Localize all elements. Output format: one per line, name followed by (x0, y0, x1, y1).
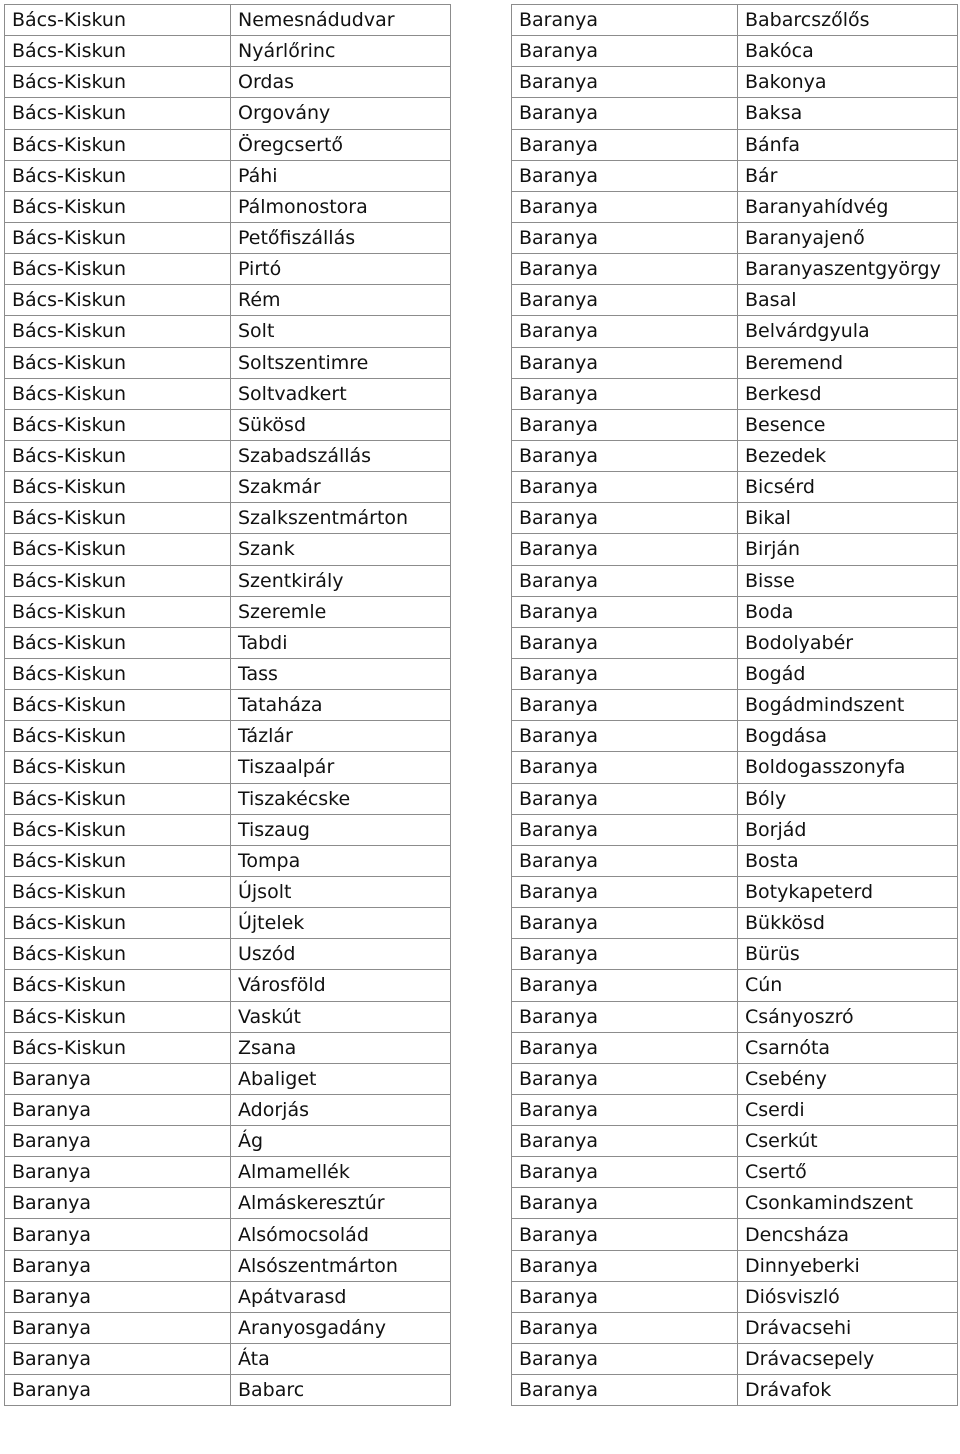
table-row (512, 721, 958, 752)
settlement-cell: Cserkút (738, 1126, 958, 1157)
table-row (5, 752, 451, 783)
table-row (512, 347, 958, 378)
table-row (512, 1281, 958, 1312)
county-cell: Bács-Kiskun (5, 67, 231, 98)
county-cell: Baranya (512, 1094, 738, 1125)
county-cell: Baranya (5, 1312, 231, 1343)
county-cell: Bács-Kiskun (5, 191, 231, 222)
county-cell: Baranya (512, 1126, 738, 1157)
table-row (5, 440, 451, 471)
settlement-cell: Öregcsertő (231, 129, 451, 160)
county-cell: Baranya (512, 1188, 738, 1219)
table-row (5, 409, 451, 440)
settlement-cell: Solt (231, 316, 451, 347)
settlement-cell: Babarc (231, 1375, 451, 1406)
settlement-cell: Csebény (738, 1063, 958, 1094)
settlement-cell: Pálmonostora (231, 191, 451, 222)
settlement-cell: Bisse (738, 565, 958, 596)
county-cell: Baranya (512, 316, 738, 347)
settlement-cell: Adorjás (231, 1094, 451, 1125)
settlement-cell: Dinnyeberki (738, 1250, 958, 1281)
county-cell: Baranya (512, 440, 738, 471)
table-row (512, 1094, 958, 1125)
settlement-cell: Tass (231, 658, 451, 689)
settlement-cell: Besence (738, 409, 958, 440)
county-cell: Bács-Kiskun (5, 316, 231, 347)
county-cell: Bács-Kiskun (5, 908, 231, 939)
settlement-cell: Orgovány (231, 98, 451, 129)
county-cell: Bács-Kiskun (5, 1001, 231, 1032)
county-cell: Baranya (512, 129, 738, 160)
county-cell: Bács-Kiskun (5, 939, 231, 970)
county-cell: Baranya (512, 814, 738, 845)
county-cell: Baranya (512, 36, 738, 67)
table-row (5, 939, 451, 970)
county-cell: Bács-Kiskun (5, 690, 231, 721)
table-row (5, 347, 451, 378)
table-row (512, 565, 958, 596)
settlement-cell: Tompa (231, 845, 451, 876)
table-row (512, 939, 958, 970)
county-cell: Baranya (512, 5, 738, 36)
settlement-cell: Bánfa (738, 129, 958, 160)
settlement-cell: Zsana (231, 1032, 451, 1063)
table-row (512, 67, 958, 98)
settlement-cell: Bogádmindszent (738, 690, 958, 721)
table-row (512, 752, 958, 783)
settlement-cell: Botykapeterd (738, 876, 958, 907)
county-cell: Bács-Kiskun (5, 658, 231, 689)
settlement-cell: Bogdása (738, 721, 958, 752)
settlement-cell: Tiszaug (231, 814, 451, 845)
county-cell: Baranya (512, 1032, 738, 1063)
settlement-cell: Soltvadkert (231, 378, 451, 409)
county-cell: Bács-Kiskun (5, 845, 231, 876)
county-cell: Bács-Kiskun (5, 814, 231, 845)
county-cell: Baranya (512, 534, 738, 565)
county-cell: Bács-Kiskun (5, 5, 231, 36)
table-row (5, 534, 451, 565)
settlement-cell: Belvárdgyula (738, 316, 958, 347)
settlement-cell: Tiszakécske (231, 783, 451, 814)
settlement-cell: Bóly (738, 783, 958, 814)
settlement-cell: Rém (231, 285, 451, 316)
table-row (512, 876, 958, 907)
county-cell: Bács-Kiskun (5, 98, 231, 129)
table-row (5, 1063, 451, 1094)
table-row (5, 36, 451, 67)
county-cell: Bács-Kiskun (5, 347, 231, 378)
county-cell: Baranya (512, 908, 738, 939)
settlement-cell: Boda (738, 596, 958, 627)
settlement-cell: Bosta (738, 845, 958, 876)
table-row (5, 316, 451, 347)
county-cell: Baranya (5, 1250, 231, 1281)
settlement-cell: Vaskút (231, 1001, 451, 1032)
table-row (5, 67, 451, 98)
settlement-cell: Bikal (738, 503, 958, 534)
county-cell: Baranya (5, 1219, 231, 1250)
table-row (512, 5, 958, 36)
settlement-cell: Cserdi (738, 1094, 958, 1125)
settlement-cell: Baranyahídvég (738, 191, 958, 222)
county-cell: Bács-Kiskun (5, 222, 231, 253)
settlement-cell: Ordas (231, 67, 451, 98)
county-cell: Baranya (512, 409, 738, 440)
county-cell: Baranya (512, 1375, 738, 1406)
county-cell: Bács-Kiskun (5, 36, 231, 67)
settlement-cell: Csányoszró (738, 1001, 958, 1032)
table-row (5, 1219, 451, 1250)
table-row (5, 845, 451, 876)
county-cell: Bács-Kiskun (5, 285, 231, 316)
table-row (5, 222, 451, 253)
table-row (5, 627, 451, 658)
table-row (5, 285, 451, 316)
county-cell: Baranya (512, 658, 738, 689)
county-cell: Baranya (512, 378, 738, 409)
county-cell: Bács-Kiskun (5, 970, 231, 1001)
county-cell: Baranya (512, 191, 738, 222)
county-cell: Baranya (5, 1063, 231, 1094)
table-row (5, 721, 451, 752)
county-cell: Bács-Kiskun (5, 503, 231, 534)
table-row (5, 596, 451, 627)
settlement-cell: Uszód (231, 939, 451, 970)
table-row (512, 1188, 958, 1219)
table-row (512, 1375, 958, 1406)
table-row (5, 160, 451, 191)
county-cell: Baranya (5, 1157, 231, 1188)
settlement-cell: Szakmár (231, 472, 451, 503)
table-row (512, 783, 958, 814)
table-row (5, 658, 451, 689)
settlement-cell: Tiszaalpár (231, 752, 451, 783)
settlement-cell: Bicsérd (738, 472, 958, 503)
settlement-cell: Szalkszentmárton (231, 503, 451, 534)
county-cell: Bács-Kiskun (5, 440, 231, 471)
settlement-cell: Babarcszőlős (738, 5, 958, 36)
table-row (5, 378, 451, 409)
settlement-cell: Drávacsepely (738, 1344, 958, 1375)
settlement-cell: Bodolyabér (738, 627, 958, 658)
table-row (512, 1312, 958, 1343)
county-cell: Baranya (5, 1126, 231, 1157)
settlement-cell: Alsószentmárton (231, 1250, 451, 1281)
table-row (5, 191, 451, 222)
right-table (511, 4, 958, 1406)
table-row (5, 254, 451, 285)
county-cell: Baranya (512, 1219, 738, 1250)
settlement-cell: Almáskeresztúr (231, 1188, 451, 1219)
table-row (5, 1312, 451, 1343)
settlement-cell: Bakóca (738, 36, 958, 67)
table-row (512, 1126, 958, 1157)
county-cell: Baranya (512, 627, 738, 658)
settlement-cell: Soltszentimre (231, 347, 451, 378)
table-row (512, 98, 958, 129)
county-cell: Bács-Kiskun (5, 596, 231, 627)
county-cell: Baranya (512, 876, 738, 907)
settlement-cell: Apátvarasd (231, 1281, 451, 1312)
table-row (512, 1344, 958, 1375)
settlement-cell: Csertő (738, 1157, 958, 1188)
table-row (512, 534, 958, 565)
left-table-body (5, 5, 451, 1406)
table-row (5, 1094, 451, 1125)
settlement-cell: Basal (738, 285, 958, 316)
county-cell: Baranya (5, 1375, 231, 1406)
county-cell: Baranya (512, 596, 738, 627)
settlement-cell: Bürüs (738, 939, 958, 970)
settlement-cell: Szeremle (231, 596, 451, 627)
settlement-cell: Almamellék (231, 1157, 451, 1188)
right-table-body (512, 5, 958, 1406)
county-cell: Baranya (512, 1157, 738, 1188)
left-table (4, 4, 451, 1406)
county-cell: Baranya (512, 347, 738, 378)
county-cell: Bács-Kiskun (5, 783, 231, 814)
county-cell: Baranya (512, 1312, 738, 1343)
table-row (5, 1281, 451, 1312)
county-cell: Baranya (512, 472, 738, 503)
county-cell: Baranya (512, 67, 738, 98)
table-row (512, 1063, 958, 1094)
county-cell: Baranya (512, 752, 738, 783)
settlement-cell: Tázlár (231, 721, 451, 752)
table-row (5, 908, 451, 939)
settlement-cell: Birján (738, 534, 958, 565)
settlement-cell: Újtelek (231, 908, 451, 939)
table-row (5, 783, 451, 814)
county-cell: Baranya (512, 254, 738, 285)
table-row (512, 1032, 958, 1063)
table-row (512, 222, 958, 253)
table-row (512, 1157, 958, 1188)
table-row (512, 908, 958, 939)
settlement-cell: Baksa (738, 98, 958, 129)
table-row (512, 658, 958, 689)
settlement-cell: Szank (231, 534, 451, 565)
settlement-cell: Ág (231, 1126, 451, 1157)
settlement-cell: Tabdi (231, 627, 451, 658)
table-row (512, 814, 958, 845)
county-cell: Baranya (512, 222, 738, 253)
county-cell: Baranya (512, 1281, 738, 1312)
table-row (512, 440, 958, 471)
county-cell: Bács-Kiskun (5, 534, 231, 565)
table-row (512, 36, 958, 67)
table-row (512, 970, 958, 1001)
county-cell: Bács-Kiskun (5, 1032, 231, 1063)
table-row (512, 690, 958, 721)
settlement-cell: Újsolt (231, 876, 451, 907)
settlement-cell: Nyárlőrinc (231, 36, 451, 67)
settlement-cell: Bár (738, 160, 958, 191)
table-row (5, 5, 451, 36)
table-row (5, 814, 451, 845)
table-row (5, 565, 451, 596)
table-row (5, 1344, 451, 1375)
table-row (512, 1250, 958, 1281)
table-row (512, 409, 958, 440)
settlement-cell: Csarnóta (738, 1032, 958, 1063)
county-cell: Baranya (512, 783, 738, 814)
table-row (512, 627, 958, 658)
table-row (5, 503, 451, 534)
settlement-cell: Szabadszállás (231, 440, 451, 471)
table-row (512, 503, 958, 534)
table-row (512, 129, 958, 160)
county-cell: Baranya (512, 939, 738, 970)
settlement-cell: Szentkirály (231, 565, 451, 596)
settlement-cell: Bogád (738, 658, 958, 689)
county-cell: Bács-Kiskun (5, 254, 231, 285)
county-cell: Bács-Kiskun (5, 409, 231, 440)
table-row (5, 1375, 451, 1406)
table-row (512, 160, 958, 191)
county-cell: Baranya (5, 1188, 231, 1219)
table-row (512, 472, 958, 503)
settlement-cell: Áta (231, 1344, 451, 1375)
county-cell: Bács-Kiskun (5, 876, 231, 907)
settlement-cell: Bezedek (738, 440, 958, 471)
county-cell: Baranya (512, 98, 738, 129)
table-row (5, 1157, 451, 1188)
county-cell: Baranya (512, 1063, 738, 1094)
settlement-cell: Bakonya (738, 67, 958, 98)
settlement-cell: Csonkamindszent (738, 1188, 958, 1219)
settlement-cell: Bükkösd (738, 908, 958, 939)
county-cell: Baranya (512, 845, 738, 876)
settlement-cell: Berkesd (738, 378, 958, 409)
county-cell: Bács-Kiskun (5, 129, 231, 160)
county-cell: Baranya (512, 1344, 738, 1375)
table-row (5, 98, 451, 129)
table-row (512, 191, 958, 222)
settlement-cell: Baranyajenő (738, 222, 958, 253)
settlement-cell: Városföld (231, 970, 451, 1001)
table-row (512, 254, 958, 285)
county-cell: Baranya (512, 565, 738, 596)
county-cell: Bács-Kiskun (5, 565, 231, 596)
table-row (5, 1032, 451, 1063)
county-cell: Baranya (512, 503, 738, 534)
county-cell: Baranya (512, 970, 738, 1001)
county-cell: Baranya (512, 160, 738, 191)
county-cell: Baranya (5, 1094, 231, 1125)
table-row (5, 1188, 451, 1219)
table-row (512, 596, 958, 627)
county-cell: Bács-Kiskun (5, 160, 231, 191)
settlement-cell: Tataháza (231, 690, 451, 721)
settlement-cell: Nemesnádudvar (231, 5, 451, 36)
settlement-cell: Borjád (738, 814, 958, 845)
county-cell: Baranya (512, 1001, 738, 1032)
county-cell: Baranya (512, 690, 738, 721)
table-row (5, 1250, 451, 1281)
county-cell: Bács-Kiskun (5, 721, 231, 752)
table-row (5, 876, 451, 907)
table-row (5, 129, 451, 160)
settlement-cell: Petőfiszállás (231, 222, 451, 253)
county-cell: Baranya (512, 285, 738, 316)
settlement-cell: Alsómocsolád (231, 1219, 451, 1250)
county-cell: Baranya (512, 721, 738, 752)
table-row (5, 1126, 451, 1157)
settlement-cell: Boldogasszonyfa (738, 752, 958, 783)
table-row (5, 1001, 451, 1032)
county-cell: Baranya (512, 1250, 738, 1281)
county-cell: Bács-Kiskun (5, 627, 231, 658)
settlement-cell: Páhi (231, 160, 451, 191)
table-row (512, 378, 958, 409)
table-row (5, 970, 451, 1001)
table-row (512, 1219, 958, 1250)
table-row (5, 690, 451, 721)
county-cell: Bács-Kiskun (5, 378, 231, 409)
settlement-cell: Drávafok (738, 1375, 958, 1406)
county-cell: Baranya (5, 1344, 231, 1375)
settlement-cell: Abaliget (231, 1063, 451, 1094)
table-row (512, 316, 958, 347)
settlement-cell: Diósviszló (738, 1281, 958, 1312)
settlement-cell: Dencsháza (738, 1219, 958, 1250)
table-row (512, 845, 958, 876)
table-row (512, 1001, 958, 1032)
settlement-cell: Sükösd (231, 409, 451, 440)
settlement-cell: Cún (738, 970, 958, 1001)
county-cell: Baranya (5, 1281, 231, 1312)
county-cell: Bács-Kiskun (5, 472, 231, 503)
settlement-cell: Aranyosgadány (231, 1312, 451, 1343)
table-row (5, 472, 451, 503)
settlement-cell: Drávacsehi (738, 1312, 958, 1343)
table-row (512, 285, 958, 316)
county-cell: Bács-Kiskun (5, 752, 231, 783)
settlement-cell: Beremend (738, 347, 958, 378)
settlement-cell: Pirtó (231, 254, 451, 285)
settlement-cell: Baranyaszentgyörgy (738, 254, 958, 285)
